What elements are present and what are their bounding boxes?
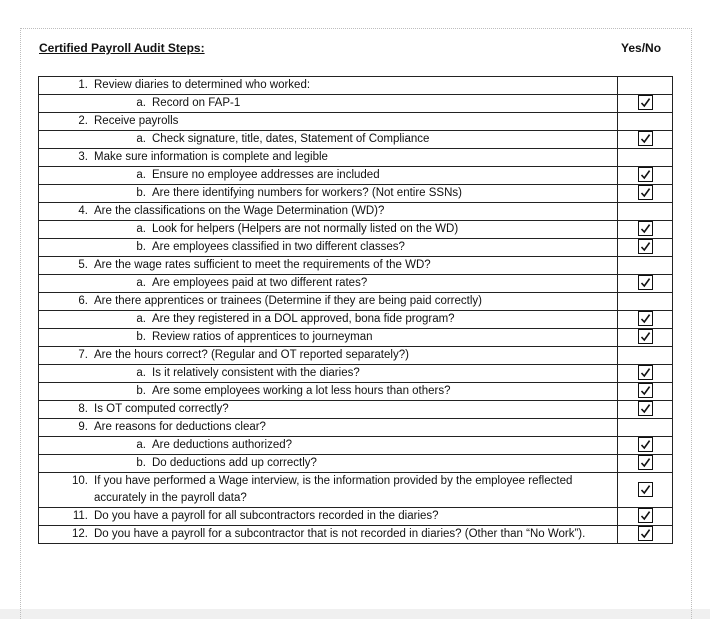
step-cell bbox=[39, 239, 618, 257]
checkbox-checked[interactable] bbox=[638, 95, 653, 110]
step-number: a. bbox=[136, 223, 146, 235]
table-row bbox=[39, 383, 673, 401]
table-row bbox=[39, 257, 673, 275]
step-text: Check signature, title, dates, Statement of Compliance bbox=[152, 133, 430, 145]
step-number: b. bbox=[136, 241, 146, 253]
yes-no-cell bbox=[618, 508, 673, 526]
step-number: a. bbox=[136, 439, 146, 451]
step-cell bbox=[39, 275, 618, 293]
step-cell bbox=[39, 383, 618, 401]
table-row bbox=[39, 311, 673, 329]
step-number: 12. bbox=[72, 528, 88, 540]
step-text: Look for helpers (Helpers are not normally listed on the WD) bbox=[152, 223, 459, 235]
step-text: Review ratios of apprentices to journeyman bbox=[152, 331, 373, 343]
table-row bbox=[39, 149, 673, 167]
step-text: Are they registered in a DOL approved, bona fide program? bbox=[152, 313, 455, 325]
step-cell bbox=[39, 311, 618, 329]
table-row bbox=[39, 185, 673, 203]
yes-no-cell bbox=[618, 131, 673, 149]
step-cell bbox=[39, 95, 618, 113]
checkmark-icon bbox=[640, 439, 651, 450]
checkmark-icon bbox=[640, 331, 651, 342]
step-number: a. bbox=[136, 97, 146, 109]
step-cell bbox=[39, 473, 618, 508]
table-row bbox=[39, 95, 673, 113]
yes-no-cell bbox=[618, 347, 673, 365]
table-row bbox=[39, 293, 673, 311]
checkmark-icon bbox=[640, 313, 651, 324]
step-number: b. bbox=[136, 187, 146, 199]
table-row bbox=[39, 113, 673, 131]
step-text: Are deductions authorized? bbox=[152, 439, 293, 451]
checkmark-icon bbox=[640, 169, 651, 180]
checkbox-checked[interactable] bbox=[638, 437, 653, 452]
checkbox-checked[interactable] bbox=[638, 239, 653, 254]
table-row bbox=[39, 401, 673, 419]
checkmark-icon bbox=[640, 528, 651, 539]
checkmark-icon bbox=[640, 403, 651, 414]
table-row bbox=[39, 365, 673, 383]
step-text: Are there apprentices or trainees (Determine if they are being paid correctly) bbox=[94, 295, 482, 307]
table-row bbox=[39, 508, 673, 526]
yes-no-cell bbox=[618, 257, 673, 275]
step-cell bbox=[39, 293, 618, 311]
checkmark-icon bbox=[640, 457, 651, 468]
step-text: Are employees classified in two different classes? bbox=[152, 241, 405, 253]
table-row bbox=[39, 419, 673, 437]
checkmark-icon bbox=[640, 223, 651, 234]
checkbox-checked[interactable] bbox=[638, 383, 653, 398]
step-text: Do deductions add up correctly? bbox=[152, 457, 317, 469]
step-cell bbox=[39, 77, 618, 95]
step-text: Receive payrolls bbox=[94, 115, 179, 127]
yes-no-cell bbox=[618, 275, 673, 293]
step-number: 2. bbox=[78, 115, 88, 127]
step-cell bbox=[39, 257, 618, 275]
checkbox-checked[interactable] bbox=[638, 221, 653, 236]
step-number: a. bbox=[136, 169, 146, 181]
step-cell bbox=[39, 347, 618, 365]
checkbox-checked[interactable] bbox=[638, 508, 653, 523]
step-text: If you have performed a Wage interview, is the information provided by the employee reflected accurately in the payroll data? bbox=[94, 475, 573, 504]
checkbox-checked[interactable] bbox=[638, 482, 653, 497]
yes-no-cell bbox=[618, 293, 673, 311]
yes-no-cell bbox=[618, 526, 673, 544]
table-row bbox=[39, 77, 673, 95]
step-cell bbox=[39, 526, 618, 544]
step-cell bbox=[39, 203, 618, 221]
step-number: 8. bbox=[78, 403, 88, 415]
checkbox-checked[interactable] bbox=[638, 526, 653, 541]
table-row bbox=[39, 131, 673, 149]
table-row bbox=[39, 221, 673, 239]
step-cell bbox=[39, 365, 618, 383]
step-text: Are some employees working a lot less hours than others? bbox=[152, 385, 451, 397]
checkbox-checked[interactable] bbox=[638, 401, 653, 416]
yes-no-cell bbox=[618, 185, 673, 203]
yes-no-cell bbox=[618, 419, 673, 437]
step-text: Record on FAP-1 bbox=[152, 97, 241, 109]
step-number: 1. bbox=[78, 79, 88, 91]
step-cell bbox=[39, 149, 618, 167]
table-row bbox=[39, 455, 673, 473]
step-cell bbox=[39, 455, 618, 473]
checkbox-checked[interactable] bbox=[638, 311, 653, 326]
step-cell bbox=[39, 419, 618, 437]
checkmark-icon bbox=[640, 385, 651, 396]
step-cell bbox=[39, 437, 618, 455]
table-row bbox=[39, 526, 673, 544]
checkmark-icon bbox=[640, 187, 651, 198]
yes-no-cell bbox=[618, 455, 673, 473]
checkbox-checked[interactable] bbox=[638, 275, 653, 290]
yes-no-cell bbox=[618, 167, 673, 185]
yes-no-cell bbox=[618, 329, 673, 347]
yes-no-cell bbox=[618, 383, 673, 401]
step-number: a. bbox=[136, 133, 146, 145]
yes-no-cell bbox=[618, 437, 673, 455]
table-row bbox=[39, 203, 673, 221]
step-number: b. bbox=[136, 385, 146, 397]
step-text: Is it relatively consistent with the diaries? bbox=[152, 367, 360, 379]
checkmark-icon bbox=[640, 484, 651, 495]
checkbox-checked[interactable] bbox=[638, 131, 653, 146]
yes-no-cell bbox=[618, 77, 673, 95]
step-cell bbox=[39, 113, 618, 131]
step-number: 3. bbox=[78, 151, 88, 163]
checkbox-checked[interactable] bbox=[638, 365, 653, 380]
step-number: 5. bbox=[78, 259, 88, 271]
step-text: Review diaries to determined who worked: bbox=[94, 79, 311, 91]
step-text: Do you have a payroll for a subcontractor that is not recorded in diaries? (Other than “No Work”). bbox=[94, 528, 586, 540]
checkbox-checked[interactable] bbox=[638, 455, 653, 470]
yes-no-cell bbox=[618, 149, 673, 167]
step-text: Do you have a payroll for all subcontractors recorded in the diaries? bbox=[94, 510, 439, 522]
step-cell bbox=[39, 401, 618, 419]
document-title: Certified Payroll Audit Steps: bbox=[39, 41, 205, 55]
table-row bbox=[39, 473, 673, 508]
step-text: Are the classifications on the Wage Determination (WD)? bbox=[94, 205, 385, 217]
checkmark-icon bbox=[640, 367, 651, 378]
step-text: Make sure information is complete and legible bbox=[94, 151, 328, 163]
step-number: a. bbox=[136, 313, 146, 325]
yes-no-cell bbox=[618, 239, 673, 257]
step-cell bbox=[39, 329, 618, 347]
step-number: a. bbox=[136, 367, 146, 379]
yes-no-cell bbox=[618, 203, 673, 221]
step-cell bbox=[39, 508, 618, 526]
step-cell bbox=[39, 185, 618, 203]
step-text: Are employees paid at two different rates? bbox=[152, 277, 368, 289]
checkmark-icon bbox=[640, 277, 651, 288]
table-row bbox=[39, 437, 673, 455]
table-row bbox=[39, 329, 673, 347]
step-text: Are the hours correct? (Regular and OT reported separately?) bbox=[94, 349, 409, 361]
step-number: b. bbox=[136, 331, 146, 343]
step-number: 9. bbox=[78, 421, 88, 433]
step-text: Ensure no employee addresses are included bbox=[152, 169, 380, 181]
table-row bbox=[39, 347, 673, 365]
table-row bbox=[39, 275, 673, 293]
step-number: b. bbox=[136, 457, 146, 469]
step-number: a. bbox=[136, 277, 146, 289]
yes-no-cell bbox=[618, 221, 673, 239]
table-row bbox=[39, 167, 673, 185]
checkmark-icon bbox=[640, 510, 651, 521]
checkmark-icon bbox=[640, 133, 651, 144]
step-text: Are reasons for deductions clear? bbox=[94, 421, 266, 433]
step-number: 10. bbox=[72, 475, 88, 487]
step-number: 7. bbox=[78, 349, 88, 361]
audit-steps-table bbox=[38, 76, 673, 544]
checkmark-icon bbox=[640, 241, 651, 252]
yes-no-cell bbox=[618, 113, 673, 131]
step-cell bbox=[39, 131, 618, 149]
step-number: 11. bbox=[72, 510, 88, 522]
yes-no-cell bbox=[618, 401, 673, 419]
yes-no-cell bbox=[618, 95, 673, 113]
yes-no-column-header: Yes/No bbox=[621, 41, 662, 55]
step-number: 6. bbox=[78, 295, 88, 307]
checkmark-icon bbox=[640, 97, 651, 108]
step-cell bbox=[39, 221, 618, 239]
step-cell bbox=[39, 167, 618, 185]
yes-no-cell bbox=[618, 311, 673, 329]
step-text: Are the wage rates sufficient to meet the requirements of the WD? bbox=[94, 259, 431, 271]
checkbox-checked[interactable] bbox=[638, 185, 653, 200]
checkbox-checked[interactable] bbox=[638, 167, 653, 182]
checkbox-checked[interactable] bbox=[638, 329, 653, 344]
yes-no-cell bbox=[618, 473, 673, 508]
table-row bbox=[39, 239, 673, 257]
step-text: Is OT computed correctly? bbox=[94, 403, 229, 415]
yes-no-cell bbox=[618, 365, 673, 383]
step-text: Are there identifying numbers for workers? (Not entire SSNs) bbox=[152, 187, 462, 199]
step-number: 4. bbox=[78, 205, 88, 217]
